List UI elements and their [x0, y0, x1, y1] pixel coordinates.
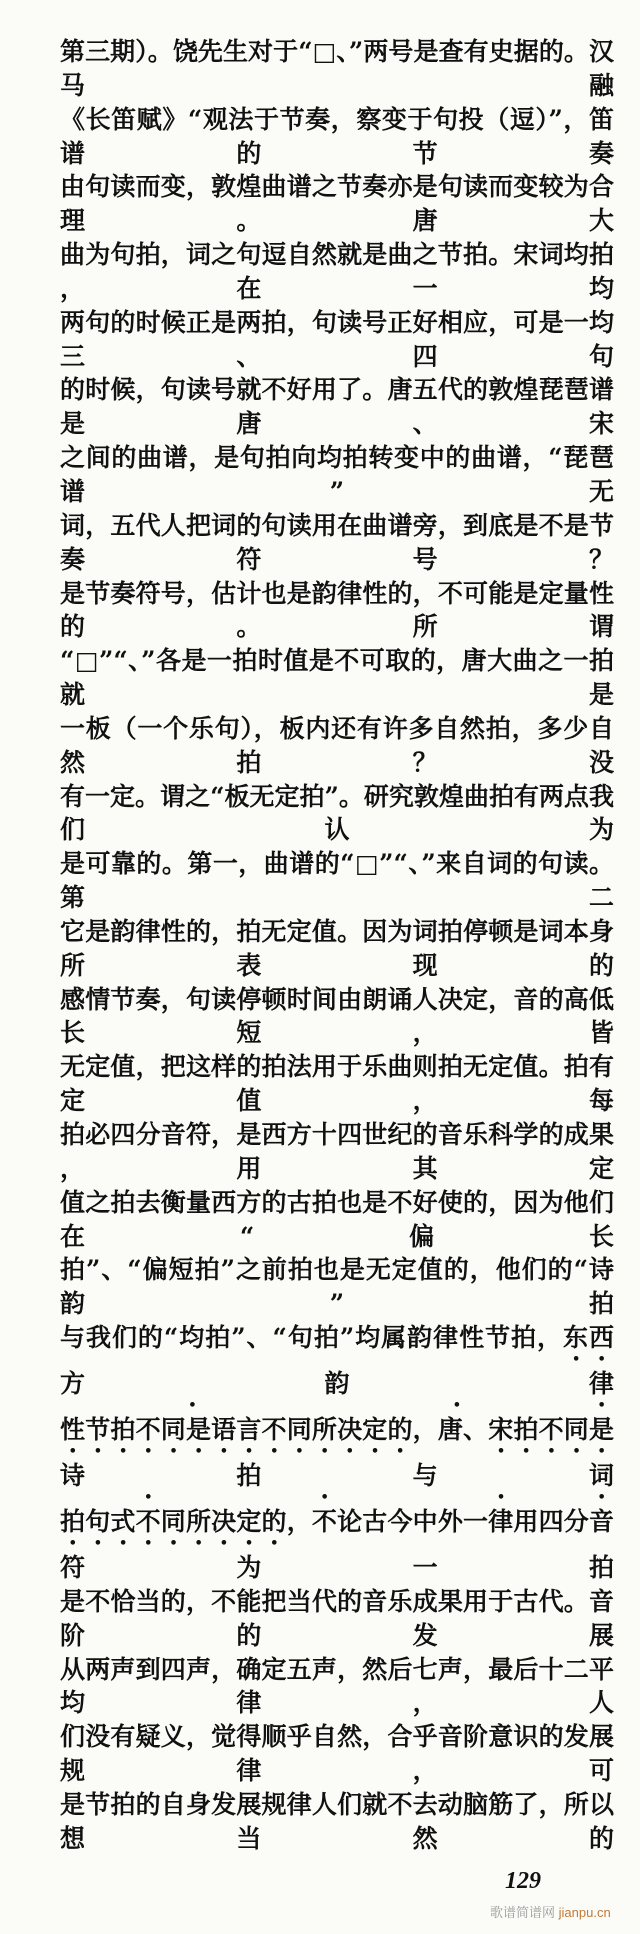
text-segment: 之间的曲谱，是句拍向均拍转变中的曲谱，“琵琶谱”无	[60, 443, 614, 506]
emphasized-text: 东西方韵律	[60, 1323, 614, 1399]
text-segment: ，唐、	[412, 1415, 489, 1445]
text-segment: 它是韵律性的，拍无定值。因为词拍停顿是词本身所表现的	[60, 916, 614, 980]
text-segment: 是节奏符号，估计也是韵律性的，不可能是定量性的。所谓	[60, 578, 614, 642]
text-segment: ，不论古今中外一律用四分音符为一拍	[60, 1507, 614, 1583]
text-segment: 们没有疑义，觉得顺乎自然，合乎音阶意识的发展规律，可	[60, 1722, 614, 1786]
text-segment: 由句读而变，敦煌曲谱之节奏亦是句读而变较为合理。唐大	[60, 172, 614, 236]
text-line	[60, 644, 614, 712]
text-line	[60, 103, 614, 171]
body-text	[60, 35, 614, 1856]
text-segment: 值之拍去衡量西方的古拍也是不好使的，因为他们在“偏长	[60, 1187, 614, 1251]
watermark-name: 歌谱简谱网	[490, 1904, 556, 1920]
text-line	[60, 1321, 614, 1413]
watermark-site: jianpu.cn	[558, 1904, 611, 1920]
text-line	[60, 509, 614, 577]
text-segment: 感情节奏，句读停顿时间由朗诵人决定，音的高低长短，皆	[60, 984, 614, 1048]
text-line	[60, 35, 614, 103]
text-segment: 是节拍的自身发展规律人们就不去动脑筋了，所以想当然的	[60, 1789, 614, 1853]
text-line	[60, 1050, 614, 1118]
text-line	[60, 1720, 614, 1788]
text-segment: “□”“、”各是一拍时值是不可取的，唐大曲之一拍就是	[60, 646, 614, 710]
text-line	[60, 238, 614, 306]
text-line	[60, 1253, 614, 1321]
text-line	[60, 170, 614, 238]
text-line	[60, 712, 614, 780]
text-line	[60, 780, 614, 848]
text-segment: 是不恰当的，不能把当代的音乐成果用于古代。音阶的发展	[60, 1586, 614, 1650]
text-segment: 是可靠的。第一，曲谱的“□”“、”来自词的句读。第二	[60, 849, 614, 913]
watermark	[490, 1904, 614, 1922]
text-line	[60, 915, 614, 983]
text-segment: 与我们的“均拍”、“句拍”均属韵律性节拍，	[60, 1323, 563, 1353]
text-segment: 的时候，句读号就不好用了。唐五代的敦煌琵琶谱是唐、宋	[60, 375, 614, 439]
text-segment: 词，五代人把词的句读用在曲谱旁，到底是不是节奏符号？	[60, 510, 614, 574]
text-segment: 两句的时候正是两拍，句读号正好相应，可是一均三、四句	[60, 307, 614, 371]
text-segment: 从两声到四声，确定五声，然后七声，最后十二平均律，人	[60, 1654, 614, 1718]
text-segment: 有一定。谓之“板无定拍”。研究敦煌曲拍有两点我们认为	[60, 781, 614, 845]
text-segment: 第三期）。饶先生对于“□、”两号是查有史据的。汉马融	[60, 37, 614, 100]
emphasized-text: 性节拍不同是语言不同所决定的	[60, 1415, 413, 1445]
emphasized-text: 拍句式不同所决定的	[60, 1507, 287, 1537]
text-line	[60, 306, 614, 374]
text-line	[60, 983, 614, 1051]
text-segment: 拍”、“偏短拍”之前拍也是无定值的，他们的“诗韵”拍	[60, 1255, 614, 1319]
text-line	[60, 1585, 614, 1653]
text-line	[60, 373, 614, 441]
text-line	[60, 1186, 614, 1254]
text-line	[60, 847, 614, 915]
text-segment: 曲为句拍，词之句逗自然就是曲之节拍。宋词均拍，在一均	[60, 240, 614, 303]
text-segment: 《长笛赋》“观法于节奏，察变于句投（逗）”，笛谱的节奏	[60, 104, 614, 168]
text-line	[60, 1653, 614, 1721]
text-line	[60, 1413, 614, 1505]
text-line	[60, 1788, 614, 1856]
text-line	[60, 441, 614, 509]
text-segment: 一板（一个乐句），板内还有许多自然拍，多少自然拍？没	[60, 713, 614, 777]
page-number: 129	[505, 1867, 541, 1894]
text-line	[60, 577, 614, 645]
text-segment: 拍必四分音符，是西方十四世纪的音乐科学的成果，用其定	[60, 1120, 614, 1183]
text-line	[60, 1118, 614, 1186]
text-line	[60, 1505, 614, 1585]
text-segment: 无定值，把这样的拍法用于乐曲则拍无定值。拍有定值，每	[60, 1052, 614, 1116]
emphasized-text: 宋拍不同是诗拍与词	[60, 1415, 614, 1491]
